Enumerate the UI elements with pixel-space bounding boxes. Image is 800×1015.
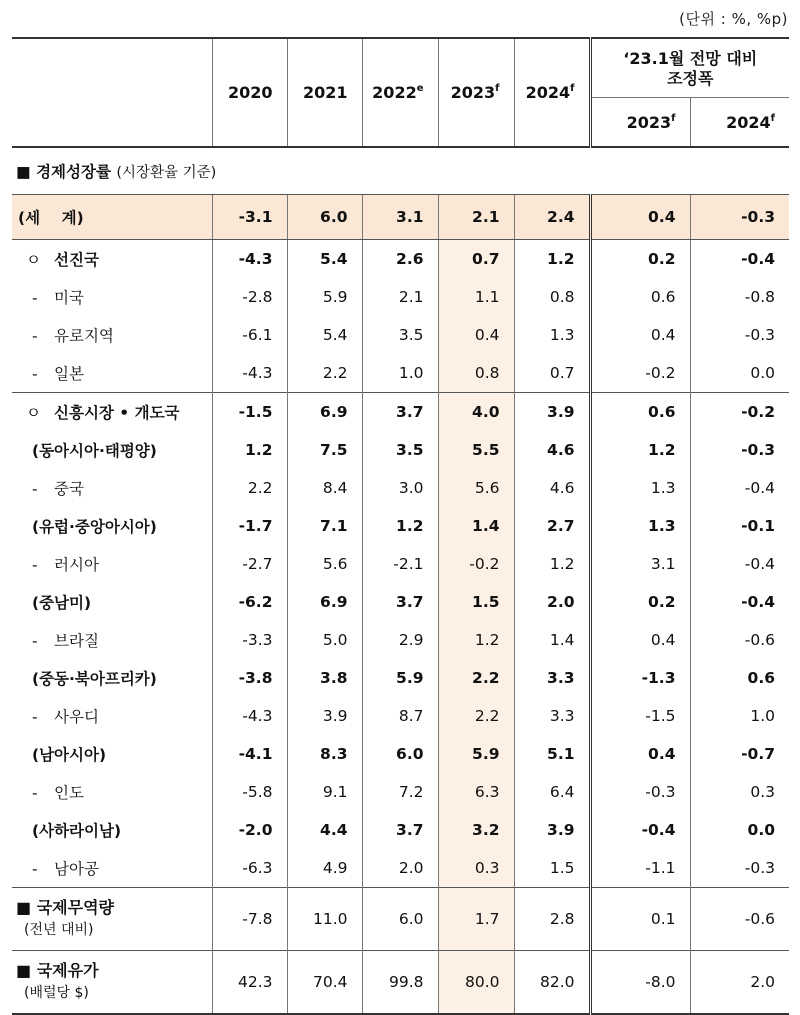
table-cell: 0.2 bbox=[590, 240, 690, 279]
table-cell: 0.7 bbox=[514, 354, 590, 393]
table-cell: -2.8 bbox=[212, 278, 287, 316]
table-cell: 0.6 bbox=[590, 393, 690, 432]
table-row bbox=[12, 583, 789, 621]
row-label-text: 사우디 bbox=[54, 708, 99, 726]
table-cell: 5.9 bbox=[362, 659, 438, 697]
row-label-text: (중남미) bbox=[32, 594, 92, 612]
table-cell: 3.7 bbox=[362, 811, 438, 849]
table-cell: 3.3 bbox=[514, 697, 590, 735]
table-cell: 5.4 bbox=[287, 240, 362, 279]
row-label-text: (세 계) bbox=[18, 209, 84, 227]
table-row bbox=[12, 811, 789, 849]
table-row bbox=[12, 659, 789, 697]
table-cell: -0.3 bbox=[590, 773, 690, 811]
table-cell: 1.3 bbox=[590, 469, 690, 507]
trade-title: 국제무역량 bbox=[36, 898, 114, 917]
dash-bullet: - bbox=[32, 708, 38, 726]
header-corner bbox=[12, 38, 212, 147]
table-cell: 80.0 bbox=[438, 951, 514, 1015]
table-cell: 2.1 bbox=[362, 278, 438, 316]
header-year-2024: 2024$^f$ bbox=[514, 38, 590, 147]
table-cell: 2.2 bbox=[438, 659, 514, 697]
table-cell: 5.6 bbox=[287, 545, 362, 583]
table-cell: 6.0 bbox=[362, 735, 438, 773]
table-cell: 1.0 bbox=[362, 354, 438, 393]
table-row bbox=[12, 240, 789, 279]
table-cell: 2.2 bbox=[212, 469, 287, 507]
table-cell: 7.5 bbox=[287, 431, 362, 469]
table-cell: 1.5 bbox=[514, 849, 590, 888]
oil-note: (배럴당 $) bbox=[24, 985, 89, 1001]
table-cell: 0.4 bbox=[590, 735, 690, 773]
table-row bbox=[12, 393, 789, 432]
table-cell: 5.9 bbox=[438, 735, 514, 773]
table-row bbox=[12, 621, 789, 659]
table-cell: 9.1 bbox=[287, 773, 362, 811]
table-cell: 0.3 bbox=[690, 773, 789, 811]
row-label bbox=[12, 621, 212, 659]
table-cell: 3.7 bbox=[362, 393, 438, 432]
table-cell: -4.3 bbox=[212, 697, 287, 735]
table-cell: 5.4 bbox=[287, 316, 362, 354]
table-cell: 3.2 bbox=[438, 811, 514, 849]
row-label bbox=[12, 240, 212, 279]
row-label-text: (남아시아) bbox=[32, 746, 107, 764]
table-cell: 6.0 bbox=[362, 888, 438, 951]
row-label bbox=[12, 316, 212, 354]
circle-bullet: ㅇ bbox=[26, 404, 41, 422]
table-cell: -0.3 bbox=[690, 195, 789, 240]
header-year-2022: 2022e bbox=[362, 38, 438, 147]
table-cell: 0.8 bbox=[438, 354, 514, 393]
row-label-text: 러시아 bbox=[54, 556, 99, 574]
table-cell: -0.4 bbox=[690, 469, 789, 507]
table-cell: 1.2 bbox=[438, 621, 514, 659]
table-cell: 6.9 bbox=[287, 393, 362, 432]
dash-bullet: - bbox=[32, 784, 38, 802]
section-growth-title: ■ 경제성장률 (시장환율 기준) bbox=[12, 147, 789, 195]
table-cell: 0.4 bbox=[438, 316, 514, 354]
table-cell: 0.8 bbox=[514, 278, 590, 316]
table-cell: 1.5 bbox=[438, 583, 514, 621]
table-cell: 3.8 bbox=[287, 659, 362, 697]
table-cell: -6.1 bbox=[212, 316, 287, 354]
table-cell: 5.9 bbox=[287, 278, 362, 316]
table-cell: 42.3 bbox=[212, 951, 287, 1015]
row-label bbox=[12, 393, 212, 432]
table-cell: 1.2 bbox=[362, 507, 438, 545]
table-cell: 1.2 bbox=[590, 431, 690, 469]
table-cell: -7.8 bbox=[212, 888, 287, 951]
table-cell: 2.2 bbox=[287, 354, 362, 393]
row-label-text: 브라질 bbox=[54, 632, 99, 650]
table-cell: 0.6 bbox=[590, 278, 690, 316]
table-cell: 2.1 bbox=[438, 195, 514, 240]
row-label-text: (유럽·중앙아시아) bbox=[32, 518, 157, 536]
header-adjust-2024: 2024$^f$ bbox=[690, 98, 789, 148]
table-cell: -2.1 bbox=[362, 545, 438, 583]
forecast-table bbox=[12, 37, 789, 1015]
row-label bbox=[12, 431, 212, 469]
table-cell: 1.2 bbox=[212, 431, 287, 469]
table-cell: 0.4 bbox=[590, 316, 690, 354]
table-row bbox=[12, 773, 789, 811]
table-cell: -5.8 bbox=[212, 773, 287, 811]
row-label-text: (사하라이남) bbox=[32, 822, 122, 840]
table-cell: 0.0 bbox=[690, 811, 789, 849]
table-cell: 6.9 bbox=[287, 583, 362, 621]
table-cell: 5.1 bbox=[514, 735, 590, 773]
trade-note: (전년 대비) bbox=[24, 922, 94, 938]
table-cell: 0.2 bbox=[590, 583, 690, 621]
row-label bbox=[12, 659, 212, 697]
table-cell: 3.3 bbox=[514, 659, 590, 697]
table-row bbox=[12, 507, 789, 545]
table-cell: 3.9 bbox=[514, 393, 590, 432]
row-label bbox=[12, 278, 212, 316]
table-cell: 4.6 bbox=[514, 431, 590, 469]
table-cell: 2.4 bbox=[514, 195, 590, 240]
table-cell: -0.3 bbox=[690, 316, 789, 354]
table-cell: -6.3 bbox=[212, 849, 287, 888]
row-label bbox=[12, 735, 212, 773]
table-cell: 6.0 bbox=[287, 195, 362, 240]
row-label-text: 미국 bbox=[54, 289, 84, 307]
table-cell: 1.2 bbox=[514, 240, 590, 279]
table-cell: -0.1 bbox=[690, 507, 789, 545]
table-cell: -2.7 bbox=[212, 545, 287, 583]
row-label bbox=[12, 469, 212, 507]
table-cell: 1.2 bbox=[514, 545, 590, 583]
table-cell: -0.4 bbox=[690, 240, 789, 279]
table-row bbox=[12, 195, 789, 240]
row-label bbox=[12, 697, 212, 735]
unit-note: (단위 : %, %p) bbox=[679, 10, 788, 28]
table-cell: 5.6 bbox=[438, 469, 514, 507]
table-cell: 3.5 bbox=[362, 316, 438, 354]
table-cell: 2.9 bbox=[362, 621, 438, 659]
trade-label bbox=[12, 888, 212, 951]
table-cell: 99.8 bbox=[362, 951, 438, 1015]
row-label bbox=[12, 507, 212, 545]
header-adjust-2023: 2023$^f$ bbox=[590, 98, 690, 148]
trade-row bbox=[12, 888, 789, 951]
section-marker: ■ bbox=[16, 898, 32, 917]
row-label-text: 일본 bbox=[54, 365, 84, 383]
header-year-2021: 2021 bbox=[287, 38, 362, 147]
section-growth bbox=[12, 147, 789, 195]
row-label bbox=[12, 195, 212, 240]
table-cell: -0.6 bbox=[690, 621, 789, 659]
row-label-text: 유로지역 bbox=[54, 327, 114, 345]
table-cell: 4.6 bbox=[514, 469, 590, 507]
oil-label bbox=[12, 951, 212, 1015]
table-cell: -0.7 bbox=[690, 735, 789, 773]
table-cell: 1.4 bbox=[438, 507, 514, 545]
table-cell: 4.0 bbox=[438, 393, 514, 432]
table-cell: 6.4 bbox=[514, 773, 590, 811]
table-cell: 3.1 bbox=[590, 545, 690, 583]
oil-row bbox=[12, 951, 789, 1015]
table-cell: -0.4 bbox=[690, 545, 789, 583]
table-cell: -4.1 bbox=[212, 735, 287, 773]
table-cell: -4.3 bbox=[212, 354, 287, 393]
table-cell: 0.0 bbox=[690, 354, 789, 393]
row-label bbox=[12, 773, 212, 811]
table-cell: 1.1 bbox=[438, 278, 514, 316]
table-cell: 7.1 bbox=[287, 507, 362, 545]
row-label-text: 선진국 bbox=[54, 251, 99, 269]
row-label bbox=[12, 849, 212, 888]
table-cell: 5.0 bbox=[287, 621, 362, 659]
table-cell: 3.9 bbox=[514, 811, 590, 849]
table-cell: -0.2 bbox=[438, 545, 514, 583]
dash-bullet: - bbox=[32, 289, 38, 307]
table-cell: -1.5 bbox=[212, 393, 287, 432]
row-label-text: (동아시아·태평양) bbox=[32, 442, 157, 460]
header-year-2020: 2020 bbox=[212, 38, 287, 147]
table-cell: 1.3 bbox=[590, 507, 690, 545]
table-cell: -3.1 bbox=[212, 195, 287, 240]
dash-bullet: - bbox=[32, 480, 38, 498]
row-label-text: 인도 bbox=[54, 784, 84, 802]
table-cell: -0.4 bbox=[690, 583, 789, 621]
table-row bbox=[12, 697, 789, 735]
table-row bbox=[12, 849, 789, 888]
table-cell: 11.0 bbox=[287, 888, 362, 951]
table-cell: -8.0 bbox=[590, 951, 690, 1015]
header-year-2023: 2023$^f$ bbox=[438, 38, 514, 147]
table-cell: -4.3 bbox=[212, 240, 287, 279]
table-cell: -6.2 bbox=[212, 583, 287, 621]
table-cell: 4.4 bbox=[287, 811, 362, 849]
table-cell: -0.6 bbox=[690, 888, 789, 951]
header-adjustment: ‘23.1월 전망 대비 조정폭 bbox=[590, 38, 789, 98]
table-row bbox=[12, 354, 789, 393]
row-label bbox=[12, 583, 212, 621]
table-cell: -0.3 bbox=[690, 431, 789, 469]
row-label-text: 중국 bbox=[54, 480, 84, 498]
table-cell: -1.1 bbox=[590, 849, 690, 888]
dash-bullet: - bbox=[32, 327, 38, 345]
table-row bbox=[12, 431, 789, 469]
table-cell: -0.3 bbox=[690, 849, 789, 888]
table-cell: -0.2 bbox=[690, 393, 789, 432]
table-cell: 2.0 bbox=[690, 951, 789, 1015]
row-label bbox=[12, 811, 212, 849]
table-cell: 0.4 bbox=[590, 195, 690, 240]
circle-bullet: ㅇ bbox=[26, 251, 41, 269]
table-cell: -1.3 bbox=[590, 659, 690, 697]
dash-bullet: - bbox=[32, 860, 38, 878]
table-cell: 3.0 bbox=[362, 469, 438, 507]
table-cell: 0.4 bbox=[590, 621, 690, 659]
table-cell: 70.4 bbox=[287, 951, 362, 1015]
table-cell: 4.9 bbox=[287, 849, 362, 888]
table-cell: 8.7 bbox=[362, 697, 438, 735]
header-row bbox=[12, 38, 789, 98]
dash-bullet: - bbox=[32, 632, 38, 650]
table-cell: 0.3 bbox=[438, 849, 514, 888]
table-cell: 0.7 bbox=[438, 240, 514, 279]
row-label bbox=[12, 545, 212, 583]
table-row bbox=[12, 469, 789, 507]
table-cell: 7.2 bbox=[362, 773, 438, 811]
dash-bullet: - bbox=[32, 365, 38, 383]
table-cell: -2.0 bbox=[212, 811, 287, 849]
row-label-text: 신흥시장 • 개도국 bbox=[54, 404, 180, 422]
table-cell: 2.2 bbox=[438, 697, 514, 735]
table-row bbox=[12, 545, 789, 583]
table-cell: -0.4 bbox=[590, 811, 690, 849]
oil-title: 국제유가 bbox=[36, 961, 99, 980]
table-cell: 1.3 bbox=[514, 316, 590, 354]
table-cell: -1.5 bbox=[590, 697, 690, 735]
table-cell: 2.0 bbox=[514, 583, 590, 621]
table-cell: -1.7 bbox=[212, 507, 287, 545]
table-cell: 5.5 bbox=[438, 431, 514, 469]
row-label-text: (중동·북아프리카) bbox=[32, 670, 157, 688]
table-cell: 3.9 bbox=[287, 697, 362, 735]
table-cell: 1.4 bbox=[514, 621, 590, 659]
table-row bbox=[12, 278, 789, 316]
table-cell: 3.1 bbox=[362, 195, 438, 240]
table-cell: 0.6 bbox=[690, 659, 789, 697]
dash-bullet: - bbox=[32, 556, 38, 574]
table-cell: 2.6 bbox=[362, 240, 438, 279]
table-cell: -3.8 bbox=[212, 659, 287, 697]
table-cell: 1.0 bbox=[690, 697, 789, 735]
table-cell: 2.0 bbox=[362, 849, 438, 888]
table-cell: 82.0 bbox=[514, 951, 590, 1015]
table-cell: -0.2 bbox=[590, 354, 690, 393]
table-cell: 6.3 bbox=[438, 773, 514, 811]
table-cell: -0.8 bbox=[690, 278, 789, 316]
table-row bbox=[12, 316, 789, 354]
row-label-text: 남아공 bbox=[54, 860, 99, 878]
table-cell: 8.3 bbox=[287, 735, 362, 773]
table-cell: 1.7 bbox=[438, 888, 514, 951]
table-cell: 2.7 bbox=[514, 507, 590, 545]
table-cell: 3.5 bbox=[362, 431, 438, 469]
table-cell: 0.1 bbox=[590, 888, 690, 951]
row-label bbox=[12, 354, 212, 393]
table-cell: 8.4 bbox=[287, 469, 362, 507]
table-cell: 3.7 bbox=[362, 583, 438, 621]
table-cell: -3.3 bbox=[212, 621, 287, 659]
table-cell: 2.8 bbox=[514, 888, 590, 951]
section-marker: ■ bbox=[16, 961, 32, 980]
table-row bbox=[12, 735, 789, 773]
